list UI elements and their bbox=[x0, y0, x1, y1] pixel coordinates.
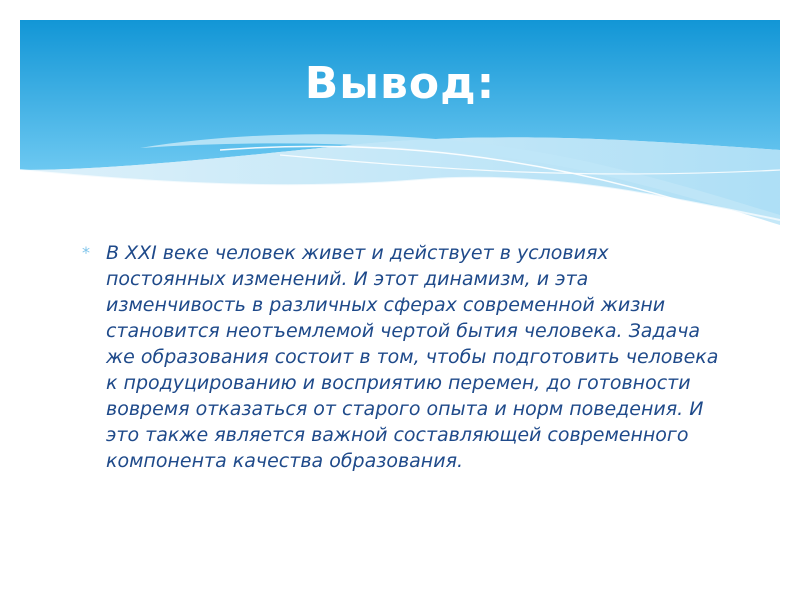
slide-title: Вывод: bbox=[304, 58, 496, 109]
bullet-list bbox=[82, 240, 722, 474]
bullet-asterisk-icon: * bbox=[82, 243, 90, 262]
wave-header-graphic bbox=[20, 20, 780, 250]
slide bbox=[20, 20, 780, 580]
list-item bbox=[82, 240, 722, 474]
bullet-text: В XXI веке человек живет и действует в условиях постоянных изменений. И этот динамизм, и эта изменчивость в различных сферах современной жизни становится неотъемлемой чертой бытия человека. Задача же образования состоит в том, чтобы подготовить человека к продуцированию и восприятию перемен, до готовности вовремя отказаться от старого опыта и норм поведения. И это также является важной составляющей современного компонента качества образования. bbox=[106, 242, 719, 472]
